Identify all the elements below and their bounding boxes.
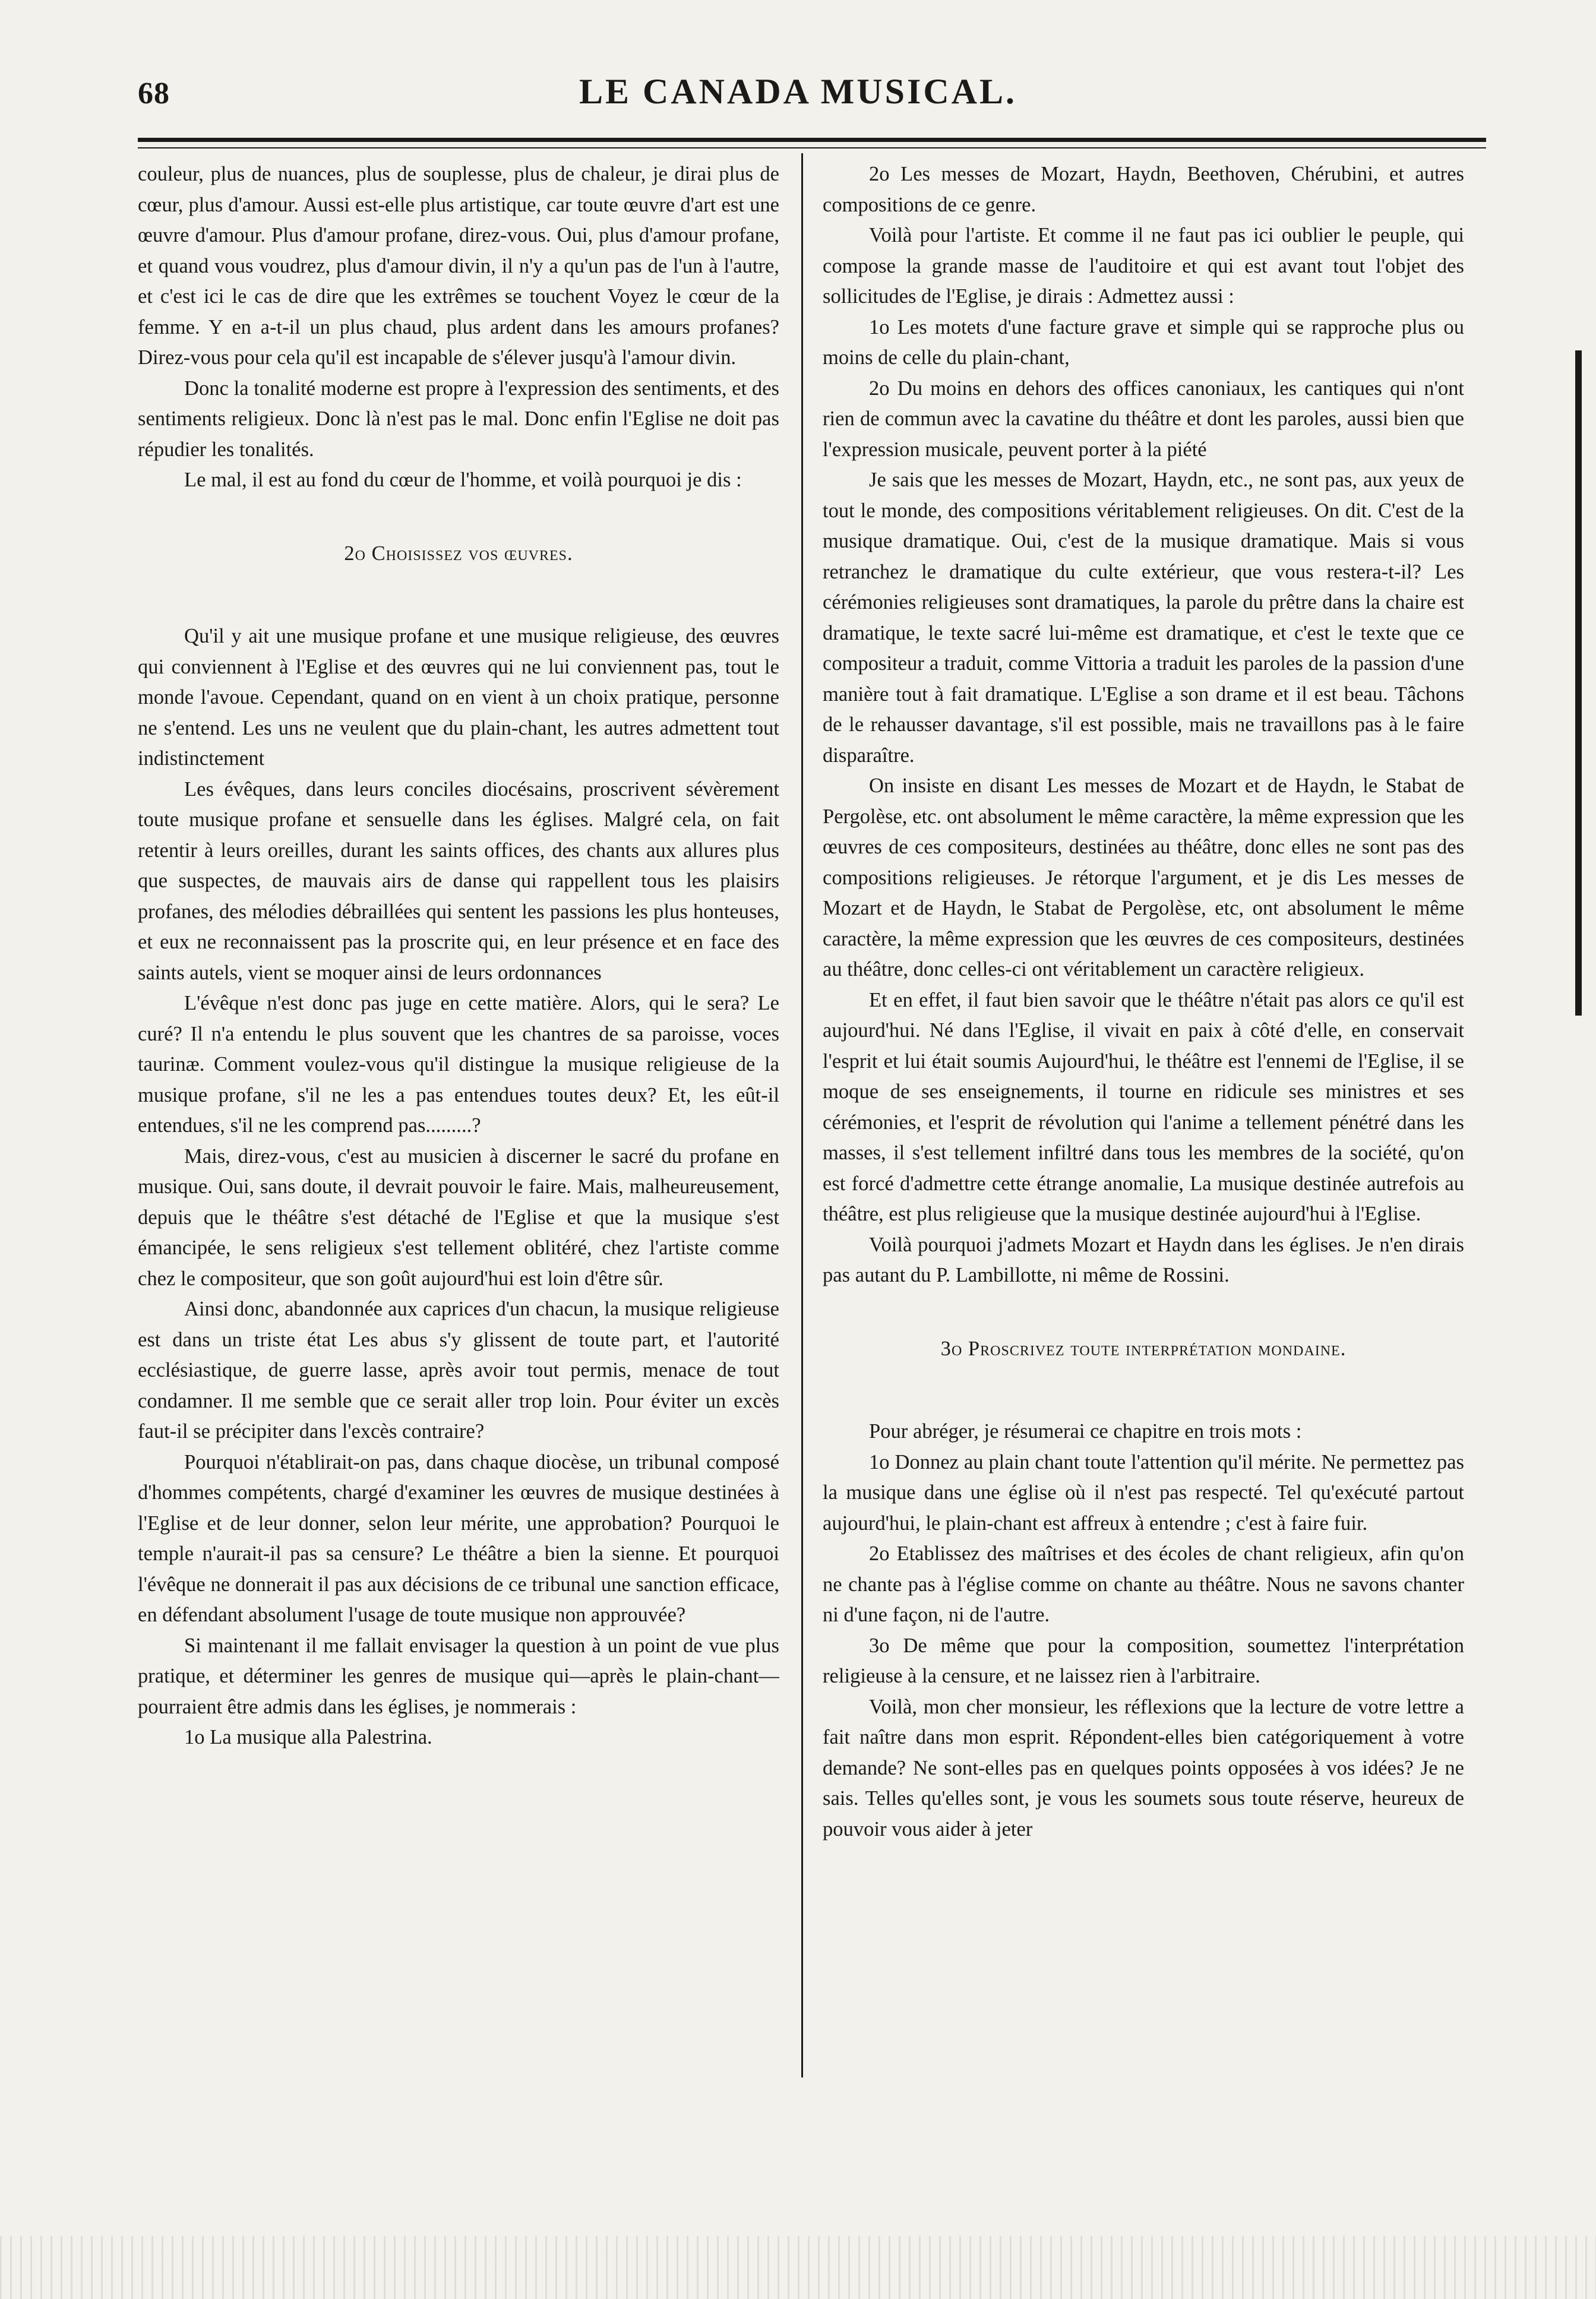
- paragraph: Donc la tonalité moderne est propre à l'expression des sentiments, et des sentiments religieux. Donc là n'est pas le mal. Donc enfin l'Eglise ne doit pas répudier les tonalités.: [138, 377, 779, 461]
- paragraph: Et en effet, il faut bien savoir que le théâtre n'était pas alors ce qu'il est aujourd'hui. Né dans l'Eglise, il vivait en paix à côté d'elle, en conservait l'esprit et lui était soumis Aujourd'hui, le théâtre est l'ennemi de l'Eglise, il se moque de ses enseignements, il tourne en ridicule ses ministres et ses cérémonies, et l'esprit de révolution qui l'anime a tellement pénétré dans les masses, il s'est tellement infiltré dans tous les membres de la société, qu'on est forcé d'admettre cette étrange anomalie, La musique destinée autrefois au théâtre, est plus religieuse que la musique destinée aujourd'hui à l'Eglise.: [823, 988, 1464, 1225]
- header-rule-thick: [138, 138, 1486, 142]
- list-item: 3o De même que pour la composition, soumettez l'interprétation religieuse à la censure, et ne laissez rien à l'arbitraire.: [823, 1634, 1464, 1687]
- paragraph: Ainsi donc, abandonnée aux caprices d'un chacun, la musique religieuse est dans un triste état Les abus s'y glissent de toute part, et l'autorité ecclésiastique, de guerre lasse, après avoir tout permis, menace de tout condamner. Il me semble que ce serait aller trop loin. Pour éviter un excès faut-il se précipiter dans l'excès contraire?: [138, 1298, 779, 1443]
- header-rule-thin: [138, 147, 1486, 148]
- margin-bar: [1575, 350, 1582, 1016]
- left-column: [138, 159, 779, 2119]
- paragraph: Pourquoi n'établirait-on pas, dans chaque diocèse, un tribunal composé d'hommes compétents, chargé d'examiner les œuvres de musique destinées à l'Eglise et de leur donner, selon leur mérite, une approbation? Pourquoi le temple n'aurait-il pas sa censure? Le théâtre a bien la sienne. Et pourquoi l'évêque ne donnerait il pas aux décisions de ce tribunal une sanction efficace, en défendant absolument l'usage de toute musique non approuvée?: [138, 1450, 779, 1626]
- scan-noise-strip: [0, 2236, 1596, 2299]
- list-item: 2o Les messes de Mozart, Haydn, Beethoven, Chérubini, et autres compositions de ce genre.: [823, 163, 1464, 216]
- running-title: LE CANADA MUSICAL.: [579, 72, 1017, 111]
- page-number: 68: [138, 77, 170, 110]
- paragraph: Mais, direz-vous, c'est au musicien à discerner le sacré du profane en musique. Oui, sans doute, il devrait pouvoir le faire. Mais, malheureusement, depuis que le théâtre s'est détaché de l'Eglise et que la musique s'est émancipée, le sens religieux s'est tellement oblitéré, chez l'artiste comme chez le compositeur, que son goût aujourd'hui est loin d'être sûr.: [138, 1144, 779, 1290]
- right-column: [823, 159, 1464, 2119]
- paragraph: On insiste en disant Les messes de Mozart et de Haydn, le Stabat de Pergolèse, etc. ont absolument le même caractère, la même expression que les œuvres de ces compositeurs, destinées au théâtre, donc elles ne sont pas des compositions religieuses. Je rétorque l'argument, et je dis Les messes de Mozart et de Haydn, le Stabat de Pergolèse, etc, ont absolument le même caractère, la même expression que les œuvres de ces compositeurs, destinées au théâtre, donc celles-ci ont véritablement un caractère religieux.: [823, 774, 1464, 981]
- list-item: 1o La musique alla Palestrina.: [184, 1726, 432, 1748]
- paragraph: couleur, plus de nuances, plus de souplesse, plus de chaleur, je dirai plus de cœur, plus d'amour. Aussi est-elle plus artistique, car toute œuvre d'art est une œuvre d'amour. Plus d'amour profane, direz-vous. Oui, plus d'amour profane, et quand vous voudrez, plus d'amour divin, il n'y a qu'un pas de l'un à l'autre, et c'est ici le cas de dire que les extrêmes se touchent Voyez le cœur de la femme. Y en a-t-il un plus chaud, plus ardent dans les amours profanes? Direz-vous pour cela qu'il est incapable de s'élever jusqu'à l'amour divin.: [138, 163, 779, 369]
- paragraph: Voilà, mon cher monsieur, les réflexions que la lecture de votre lettre a fait naître dans mon esprit. Répondent-elles bien catégoriquement à votre demande? Ne sont-elles pas en quelques points opposées à vos idées? Je ne sais. Telles qu'elles sont, je vous les soumets sous toute réserve, heureux de pouvoir vous aider à jeter: [823, 1695, 1464, 1841]
- paragraph: Je sais que les messes de Mozart, Haydn, etc., ne sont pas, aux yeux de tout le monde, des compositions véritablement religieuses. On dit. C'est de la musique dramatique. Oui, c'est de la musique dramatique. Mais si vous retranchez le dramatique du culte extérieur, que vous restera-t-il? Les cérémonies religieuses sont dramatiques, la parole du prêtre dans la chaire est dramatique, le texte sacré lui-même est dramatique, et c'est le texte que ce compositeur a traduit, comme Vittoria a traduit les paroles de la passion d'une manière tout à fait dramatique. L'Eglise a son drame et il est beau. Tâchons de le rehausser davantage, s'il est possible, mais ne travaillons pas à le faire disparaître.: [823, 469, 1464, 767]
- list-item: 1o Donnez au plain chant toute l'attention qu'il mérite. Ne permettez pas la musique dans une église où il n'est pas respecté. Tel qu'exécuté partout aujourd'hui, le plain-chant est affreux à entendre ; c'est à faire fuir.: [823, 1450, 1464, 1535]
- paragraph: Pour abréger, je résumerai ce chapitre en trois mots :: [869, 1420, 1302, 1443]
- list-item: 1o Les motets d'une facture grave et simple qui se rapproche plus ou moins de celle du plain-chant,: [823, 315, 1464, 369]
- section-heading: 3o Proscrivez toute interprétation mondaine.: [940, 1337, 1347, 1360]
- paragraph: L'évêque n'est donc pas juge en cette matière. Alors, qui le sera? Le curé? Il n'a entendu le plus souvent que les chantres de sa paroisse, voces taurinæ. Comment voulez-vous qu'il distingue la musique religieuse de la musique profane, s'il ne les a pas entendues toutes deux? Et, les eût-il entendues, s'il ne les comprend pas.........?: [138, 992, 779, 1137]
- section-heading: 2o Choisissez vos œuvres.: [344, 542, 573, 565]
- paragraph: Voilà pour l'artiste. Et comme il ne faut pas ici oublier le peuple, qui compose la grande masse de l'auditoire et qui est avant tout l'objet des sollicitudes de l'Eglise, je dirais : Admettez aussi :: [823, 224, 1464, 308]
- column-divider: [801, 153, 803, 2077]
- paragraph: Qu'il y ait une musique profane et une musique religieuse, des œuvres qui conviennent à l'Eglise et des œuvres qui ne lui conviennent pas, tout le monde l'avoue. Cependant, quand on en vient à un choix pratique, personne ne s'entend. Les uns ne veulent que du plain-chant, les autres admettent tout indistinctement: [138, 625, 779, 770]
- paragraph: Si maintenant il me fallait envisager la question à un point de vue plus pratique, et déterminer les genres de musique qui—après le plain-chant—pourraient être admis dans les églises, je nommerais :: [138, 1634, 779, 1718]
- paragraph: Le mal, il est au fond du cœur de l'homme, et voilà pourquoi je dis :: [184, 469, 742, 491]
- page-header: [0, 0, 1596, 143]
- paragraph: Les évêques, dans leurs conciles diocésains, proscrivent sévèrement toute musique profane et sensuelle dans les églises. Malgré cela, on fait retentir à leurs oreilles, durant les saints offices, des chants aux allures plus que suspectes, de mauvais airs de danse qui rappellent tous les plaisirs profanes, des mélodies débraillées qui sentent les passions les plus honteuses, et eux ne reconnaissent pas la proscrite qui, en leur présence et en face des saints autels, vient se moquer ainsi de leurs ordonnances: [138, 777, 779, 984]
- list-item: 2o Etablissez des maîtrises et des écoles de chant religieux, afin qu'on ne chante pas à l'église comme on chante au théâtre. Nous ne savons chanter ni d'une façon, ni de l'autre.: [823, 1542, 1464, 1626]
- paragraph: Voilà pourquoi j'admets Mozart et Haydn dans les églises. Je n'en dirais pas autant du P. Lambillotte, ni même de Rossini.: [823, 1233, 1464, 1286]
- list-item: 2o Du moins en dehors des offices canoniaux, les cantiques qui n'ont rien de commun avec la cavatine du théâtre et dont les paroles, aussi bien que l'expression musicale, peuvent porter à la piété: [823, 377, 1464, 461]
